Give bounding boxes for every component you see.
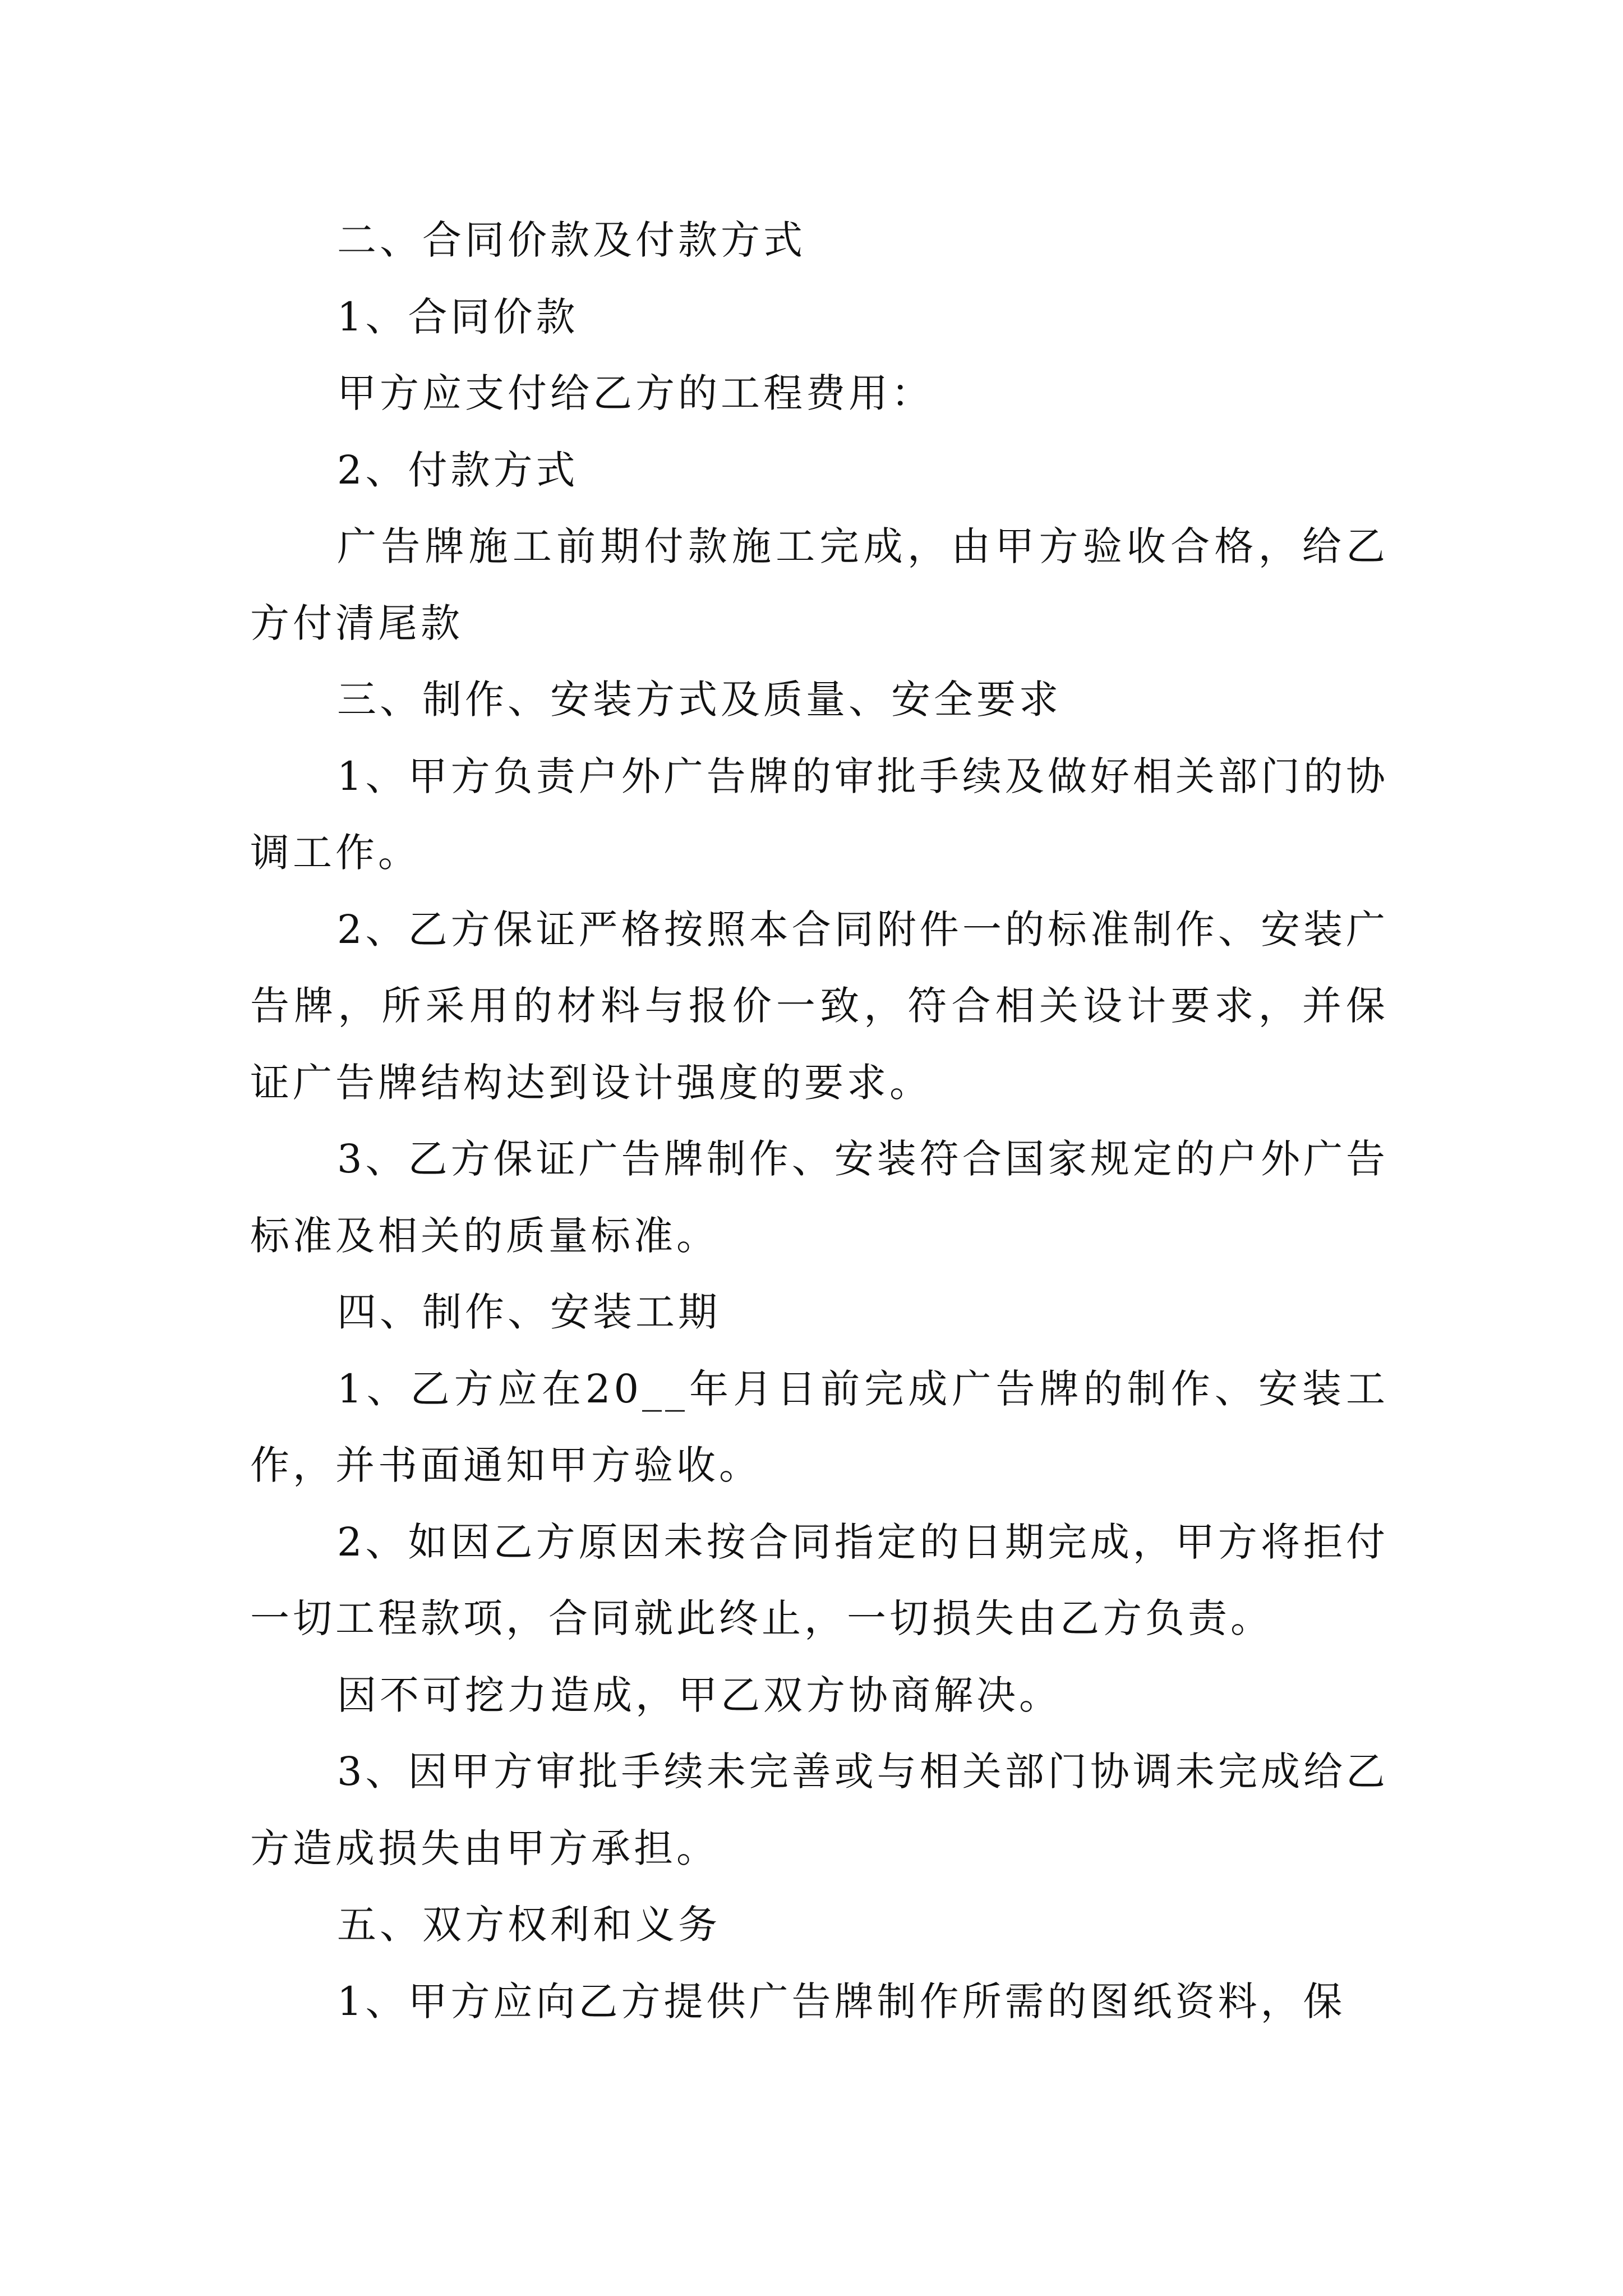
paragraph-engineering-fee: 甲方应支付给乙方的工程费用：	[337, 370, 934, 416]
clause-contract-price: 1、合同价款	[337, 293, 579, 340]
section-heading-payment: 二、合同价款及付款方式	[337, 217, 806, 263]
section-heading-quality: 三、制作、安装方式及质量、安全要求	[337, 677, 1062, 723]
clause-drawings: 1、甲方应向乙方提供广告牌制作所需的图纸资料，保	[337, 1978, 1346, 2024]
clause-national-standards: 3、乙方保证广告牌制作、安装符合国家规定的户外广告标准及相关的质量标准。	[250, 1136, 1389, 1259]
clause-approval-loss: 3、因甲方审批手续未完善或与相关部门协调未完成给乙方造成损失由甲方承担。	[250, 1749, 1389, 1871]
clause-delay-penalty: 2、如因乙方原因未按合同指定的日期完成，甲方将拒付一切工程款项，合同就此终止，一切损失由乙方负责。	[250, 1519, 1389, 1641]
paragraph-force-majeure: 因不可挖力造成，甲乙双方协商解决。	[337, 1672, 1062, 1718]
clause-standards: 2、乙方保证严格按照本合同附件一的标准制作、安装广告牌，所采用的材料与报价一致，符合相关设计要求，并保证广告牌结构达到设计强度的要求。	[250, 906, 1389, 1106]
section-heading-rights: 五、双方权利和义务	[337, 1902, 721, 1948]
clause-approval: 1、甲方负责户外广告牌的审批手续及做好相关部门的协调工作。	[250, 753, 1389, 876]
clause-completion-date: 1、乙方应在20__年月日前完成广告牌的制作、安装工作，并书面通知甲方验收。	[250, 1365, 1389, 1488]
document-body	[250, 202, 1389, 2040]
paragraph-payment-terms: 广告牌施工前期付款施工完成，由甲方验收合格，给乙方付清尾款	[250, 523, 1389, 646]
section-heading-schedule: 四、制作、安装工期	[337, 1289, 721, 1335]
clause-payment-method: 2、付款方式	[337, 447, 579, 493]
